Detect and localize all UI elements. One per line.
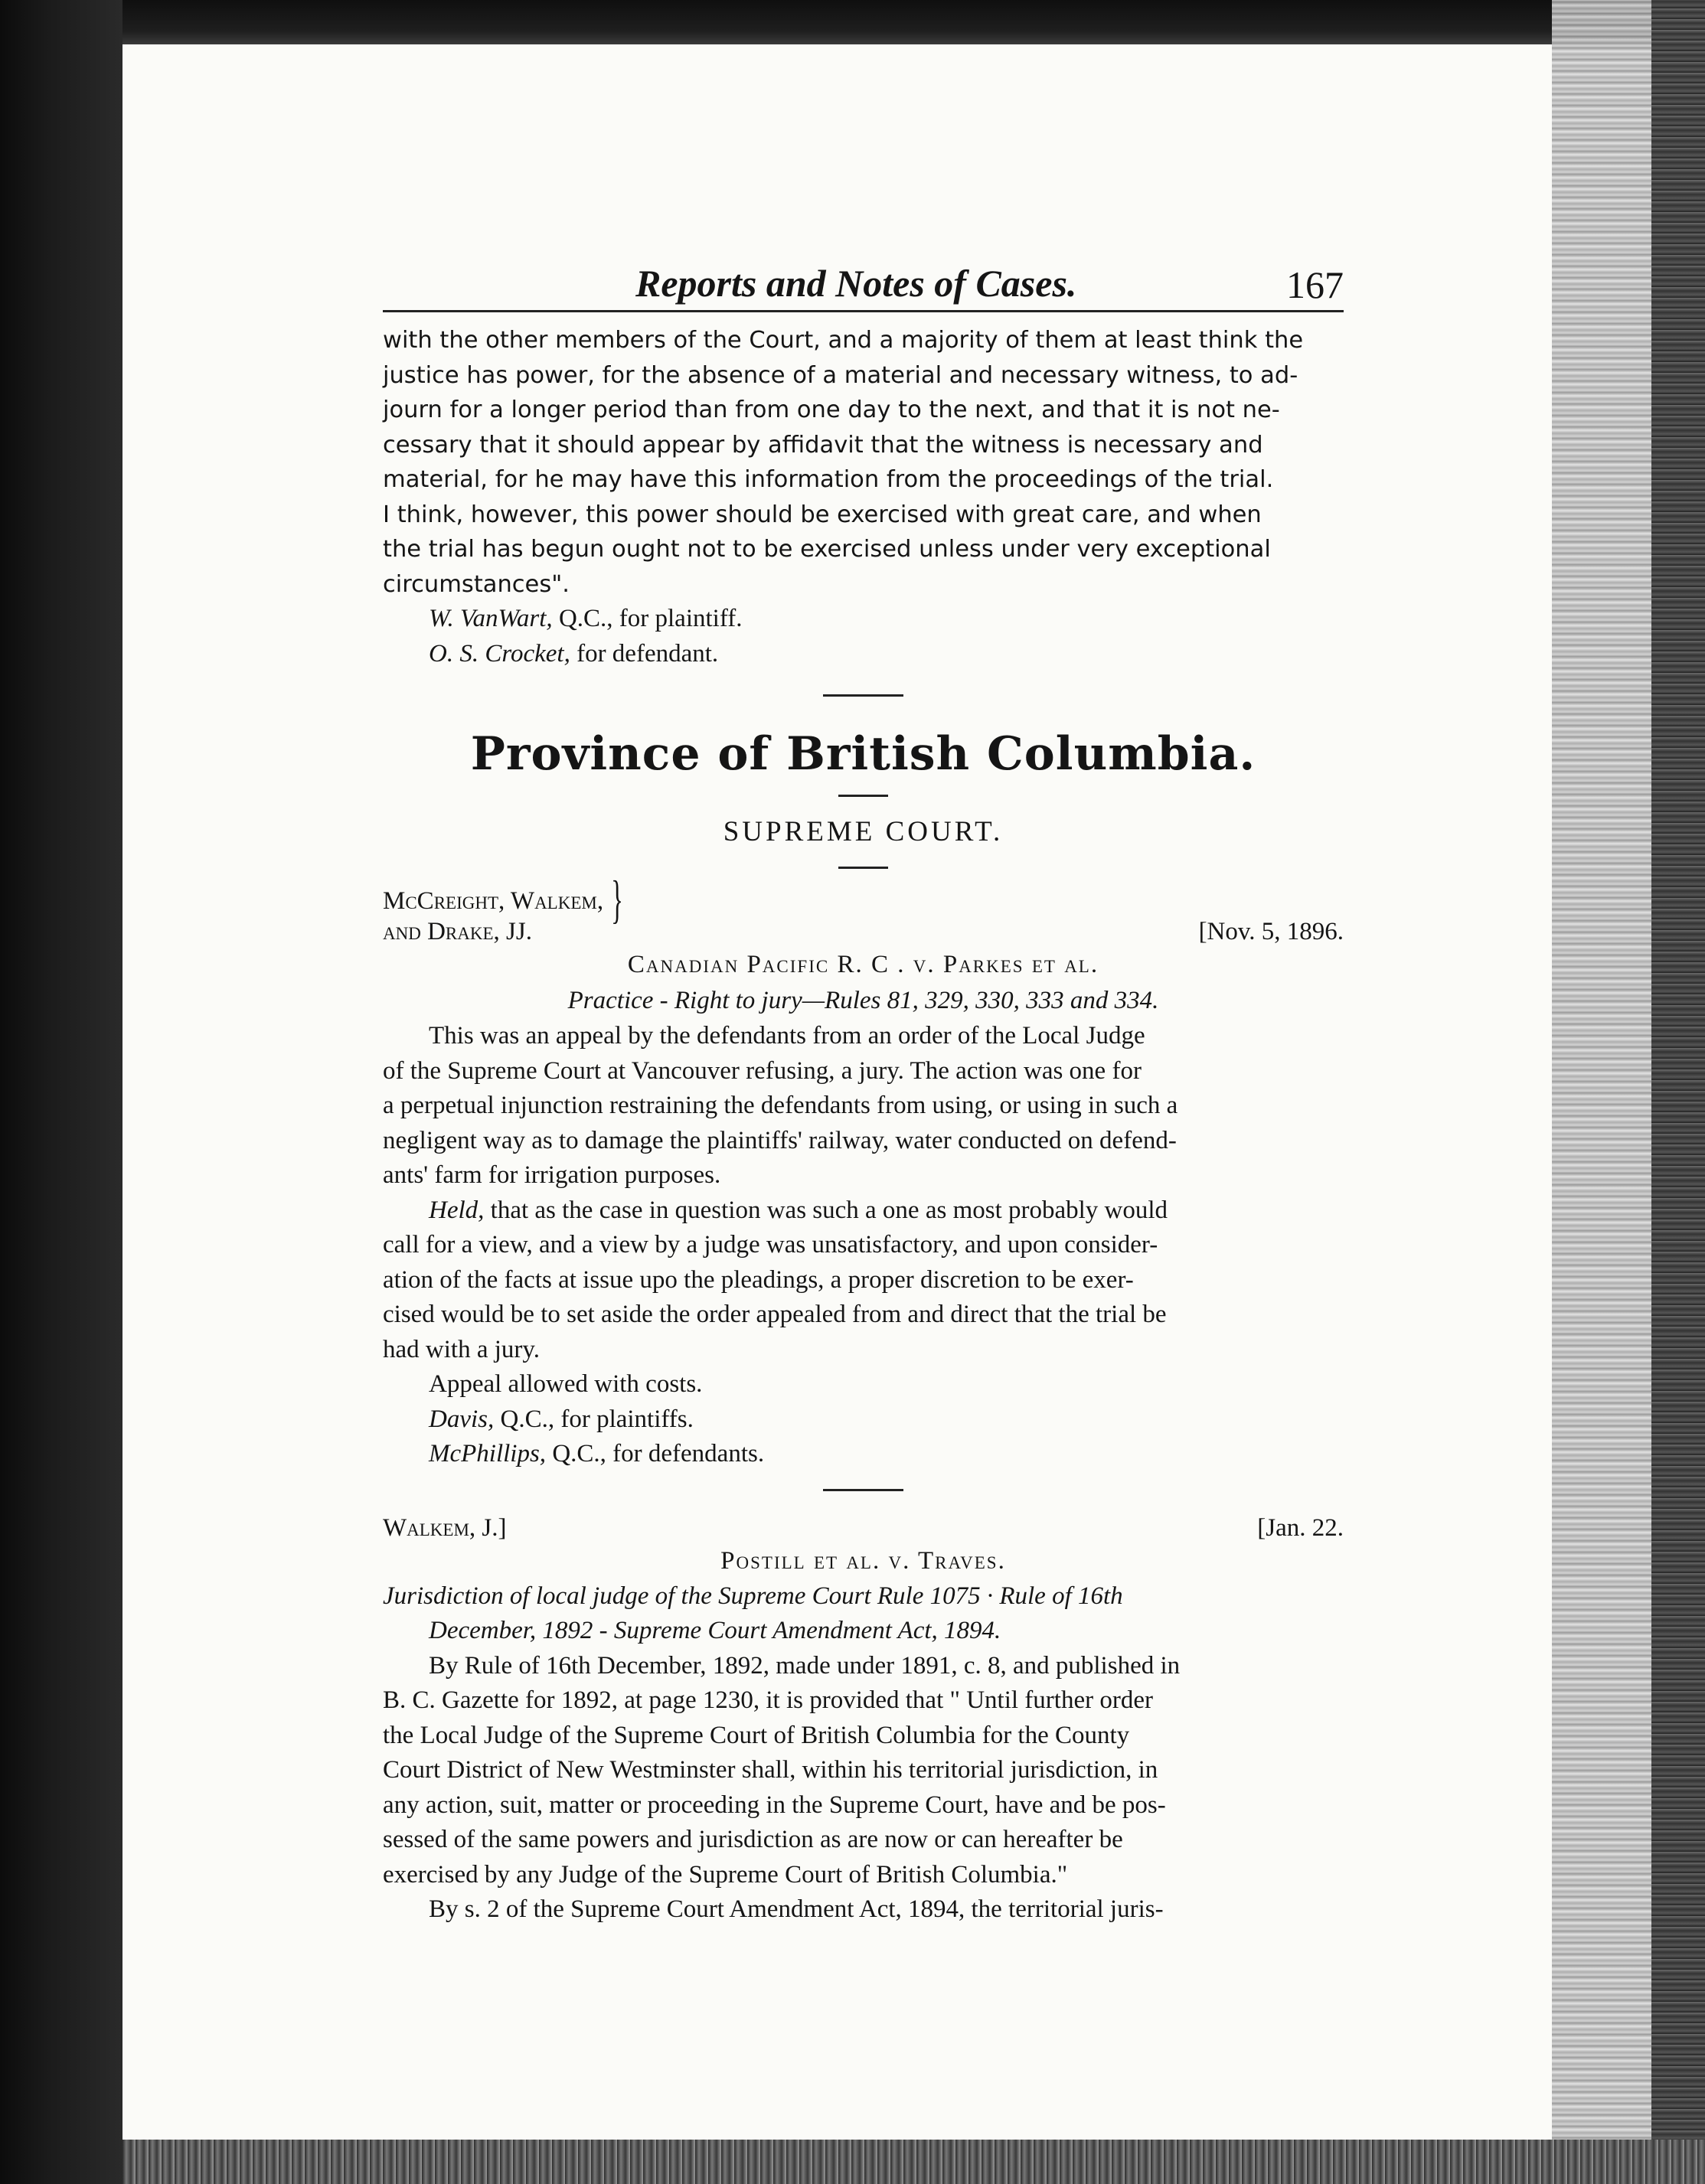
running-head: Reports and Notes of Cases. [635,262,1077,305]
case-date: [Nov. 5, 1896. [1198,918,1344,945]
text-line: This was an appeal by the defendants from an order of the Local Judge [429,1022,1145,1050]
case-paragraph [383,1019,1344,1054]
case-title: Canadian Pacific R. C . v. Parkes et al. [627,951,1099,978]
case-topic: Practice - Right to jury—Rules 81, 329, 330, 333 and 334. [567,987,1159,1014]
counsel-name: O. S. Crocket, [429,639,570,668]
text-line: B. C. Gazette for 1892, at page 1230, it is provided that " Until further order [383,1686,1153,1714]
case-topic-line: December, 1892 - Supreme Court Amendment Act, 1894. [429,1617,1001,1644]
text-line: call for a view, and a view by a judge was unsatisfactory, and upon consider- [383,1231,1158,1258]
held-label: Held, [429,1196,485,1224]
page-header [383,264,1344,312]
case-1 [383,872,1344,1472]
bench-row-1 [383,872,1344,930]
counsel-name: Davis, [429,1405,495,1433]
text-line: of the Supreme Court at Vancouver refusing, a jury. The action was one for [383,1056,1142,1085]
text-line: ants' farm for irrigation purposes. [383,1161,721,1189]
counsel-name: W. VanWart, [429,605,553,632]
result-line: Appeal allowed with costs. [429,1370,703,1398]
case-paragraph [383,1649,1344,1684]
court-heading: SUPREME COURT. [723,816,1004,847]
text-line: circumstances". [383,570,570,598]
judges-line [383,872,623,930]
case-paragraph-cont [383,1054,1344,1193]
divider [838,867,888,869]
case-date: [Jan. 22. [1257,1513,1344,1542]
scan-border-bottom [122,2140,1705,2184]
counsel-plaintiff [429,602,1344,637]
bench-row [383,1513,1344,1543]
text-line: By Rule of 16th December, 1892, made under 1891, c. 8, and published in [429,1651,1181,1680]
text-line: journ for a longer period than from one day to the next, and that it is not ne- [383,397,1280,423]
case-2 [383,1513,1344,1928]
divider [838,795,888,797]
text-line: Court District of New Westminster shall, within his territorial jurisdiction, in [383,1756,1158,1784]
case-title: Postill et al. v. Traves. [720,1546,1006,1575]
held-paragraph-cont [383,1228,1344,1367]
counsel-role: Q.C., for plaintiff. [552,605,743,632]
counsel-plaintiffs [429,1402,1344,1438]
continued-paragraph [383,323,1344,602]
case-topic-line: Jurisdiction of local judge of the Supreme Court Rule 1075 · Rule of 16th [383,1582,1123,1610]
counsel-name: McPhillips, [429,1440,547,1467]
counsel-role: Q.C., for plaintiffs. [494,1405,694,1433]
text-line: had with a jury. [383,1335,540,1363]
section-divider [823,1489,903,1491]
text-line: with the other members of the Court, and a majority of them at least think the [383,327,1304,354]
judge-name: Walkem, J.] [383,1513,507,1542]
text-line: the Local Judge of the Supreme Court of British Columbia for the County [383,1721,1130,1749]
scan-dark-margin-left [0,0,122,2184]
judges-line: and Drake, JJ. [383,918,532,945]
counsel-role: Q.C., for defendants. [546,1440,765,1467]
text-line: the trial has begun ought not to be exercised unless under very exceptional [383,536,1271,563]
text-line: justice has power, for the absence of a material and necessary witness, to ad- [383,361,1298,389]
text-line: ation of the facts at issue upo the pleadings, a proper discretion to be exer- [383,1265,1134,1294]
text-line: any action, suit, matter or proceeding in the Supreme Court, have and be pos- [383,1791,1166,1819]
section-divider [823,694,903,697]
province-heading: Province of British Columbia. [470,727,1256,781]
brace-glyph: } [611,872,623,930]
counsel-role: for defendant. [570,639,719,668]
counsel-defendants [429,1437,1344,1472]
final-line: By s. 2 of the Supreme Court Amendment Act, 1894, the territorial juris- [429,1895,1164,1923]
page-content [383,264,1344,1928]
case-paragraph-cont [383,1683,1344,1892]
bench-row-2 [383,916,1344,947]
text-line: cessary that it should appear by affidavit that the witness is necessary and [383,431,1263,459]
page-number: 167 [1286,263,1344,306]
text-line: negligent way as to damage the plaintiffs' railway, water conducted on defend- [383,1126,1177,1154]
text-line: sessed of the same powers and jurisdiction as are now or can hereafter be [383,1826,1123,1853]
held-paragraph [383,1193,1344,1229]
judges-text: McCreight, Walkem, [383,887,604,915]
scan-dark-margin-top [122,0,1552,44]
held-text: that as the case in question was such a one as most probably would [484,1196,1168,1224]
counsel-defendant [429,637,1344,672]
scan-border-right [1651,0,1705,2184]
text-line: exercised by any Judge of the Supreme Court of British Columbia." [383,1860,1068,1889]
text-line: cised would be to set aside the order appealed from and direct that the trial be [383,1301,1167,1328]
text-line: I think, however, this power should be exercised with great care, and when [383,501,1262,528]
text-line: material, for he may have this information from the proceedings of the trial. [383,466,1274,493]
text-line: a perpetual injunction restraining the defendants from using, or using in such a [383,1092,1178,1119]
